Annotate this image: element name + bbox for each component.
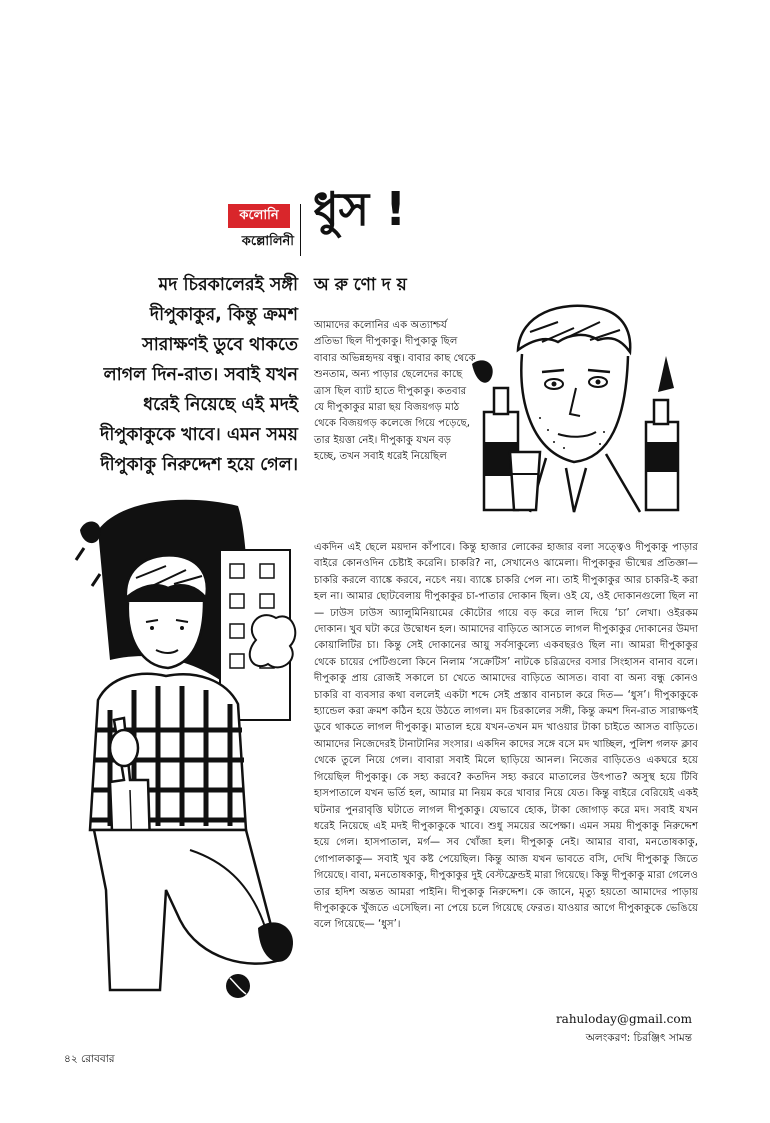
- author-byline: অরুণোদয়: [314, 275, 413, 295]
- article-body-wide-column: একদিন এই ছেলে ময়দান কাঁপাবে। কিন্তু হাজার লোকের হাজার বলা সত্ত্বেও দীপুকাকু পাড়ার বাইরে কোনওদিন চেষ্টাই করেনি। চাকরি? না, সেখানেও ঝামেলা। দীপুকাকুর ভীষ্মের প্রতিজ্ঞা— চাকরি করলে ব্যাঙ্কে করবে, নচেৎ নয়। ব্যাঙ্কে চাকরি পেল না। তাই দীপুকাকুর আর চাকরি-ই করা হল না। আমার ছোটবেলায় দীপুকাকুর চা-পাতার দোকান ছিল। ওই যে, ওই দোকানগুলো ছিল না— ঢাউস ঢাউস অ্যালুমিনিয়ামের কৌটোর গায়ে বড় করে লাল দিয়ে ‘চা’ লেখা। ওইরকম দোকান। খুব ঘটা করে উদ্বোধন হল। আমাদের বাড়িতে আসতে লাগল দীপুকাকুর দোকানের উমদা কোয়ালিটির চা। কিন্তু সেই দোকানের আয়ু সর্বসাকুল্যে একবছরও ছিল না। আমরা দীপুকাকুর থেকে চায়ের পেটিগুলো কিনে নিলাম ‘সক্রেটিস’ নাটকে চরিত্রদের বসার সিংহাসন বানাব বলে। দীপুকাকু প্রায় রোজই সকালে চা খেতে আমাদের বাড়িতে আসত। বাবা বা অন্য বন্ধু কোনও চাকরি বা ব্যবসার কথা বললেই একটা শব্দে সেই প্রস্তাব বানচাল করে দিত— ‘ধুস’। দীপুকাকুকে হ্যান্ডেল করা ক্রমশ কঠিন হয়ে উঠতে লাগল। মদ চিরকালের সঙ্গী, কিন্তু ক্রমশ দিন-রাত সারাক্ষণই ডুবে থাকতে লাগল দীপুকাকু। মাতাল হয়ে যখন-তখন মদ খাওয়ার টাকা চাইতে আসত বাড়িতে। আমাদের নিজেদেরই টানাটানির সংসার। একদিন কাদের সঙ্গে বসে মদ খাচ্ছিল, পুলিশ গলফ ক্লাব থেকে তুলে নিয়ে গেল। বাবারা সবাই মিলে ছাড়িয়ে আনল। নিজের বাড়িতেও একঘরে হয়ে গিয়েছিল দীপুকাকু। কে সহ্য করবে? কতদিন সহ্য করবে মাতালের উৎপাত? অসুস্থ হয়ে টিবি হাসপাতালে যখন ভর্তি হল, আমার মা নিয়ম করে খাবার নিয়ে যেত। কিন্তু বাইরে বেরিয়েই একই ঘটনার পুনরাবৃত্তি ঘটাতে লাগল দীপুকাকু। যেভাবে হোক, টাকা জোগাড় করে মদ। সবাই যখন ধরেই নিয়েছে এই মদই দীপুকাকুকে খাবে। শুধু সময়ের অপেক্ষা। এমন সময় দীপুকাকু নিরুদ্দেশ হয়ে গেল। হাসপাতাল, মর্গ— সব খোঁজা হল। দীপুকাকু নেই। আমার বাবা, মনতোষকাকু, গোপালকাকু— সবাই খুব কষ্ট পেয়েছিল। কিন্তু আজ যখন ভাবতে বসি, দেখি দীপুকাকু জিতে গিয়েছে। বাবা, মনতোষকাকু, দীপুকাকুর দুই বেস্টফ্রেন্ডই মারা গিয়েছে। কিন্তু দীপুকাকু মারা গেলেও তার হদিশ অন্তত আমরা পাইনি। দীপুকাকু নিরুদ্দেশ। কে জানে, মৃত্যু হয়তো আমাদের পাড়ায় দীপুকাকুকে খুঁজতে এসেছিল। না পেয়ে চলে গিয়েছে ফেরত। যাওয়ার আগে দীপুকাকুকে ভেঙিয়ে বলে গিয়েছে— ‘ধুস’।: [314, 542, 698, 931]
- illustration-credit: অলংকরণ: চিরঞ্জিৎ সামন্ত: [585, 1032, 692, 1044]
- series-badge: কলোনি: [228, 204, 290, 228]
- article-title: ধুস !: [313, 182, 407, 236]
- pull-quote: মদ চিরকালেরই সঙ্গী দীপুকাকুর, কিন্তু ক্রমশ সারাক্ষণই ডুবে থাকতে লাগল দিন-রাত। সবাই যখন ধরেই নিয়েছে এই মদই দীপুকাকুকে খাবে। এমন সময় দীপুকাকু নিরুদ্দেশ হয়ে গেল।: [100, 275, 298, 475]
- page-folio: ৪২ রোববার: [64, 1053, 115, 1065]
- author-email[interactable]: rahuloday@gmail.com: [555, 1012, 692, 1026]
- column-name: কল্লোলিনী: [241, 234, 294, 249]
- illustration-man-with-bottles: [470, 292, 686, 514]
- illustration-man-with-cricket-bat: [70, 490, 302, 1010]
- article-body-narrow-column: আমাদের কলোনির এক অত্যাশ্চর্য প্রতিভা ছিল দীপুকাকু। দীপুকাকু ছিল বাবার অভিন্নহৃদয় বন্ধু। বাবার কাছ থেকে শুনতাম, অন্য পাড়ার ছেলেদের কাছে ত্রাস ছিল ব্যাট হাতে দীপুকাকু। কতবার যে দীপুকাকুর মারা ছয় বিজয়গড় মাঠ থেকে বিজয়গড় কলেজে গিয়ে পড়েছে, তার ইয়ত্তা নেই। দীপুকাকু যখন বড় হচ্ছে, তখন সবাই ধরেই নিয়েছিল: [314, 320, 476, 463]
- header-divider: [300, 204, 301, 256]
